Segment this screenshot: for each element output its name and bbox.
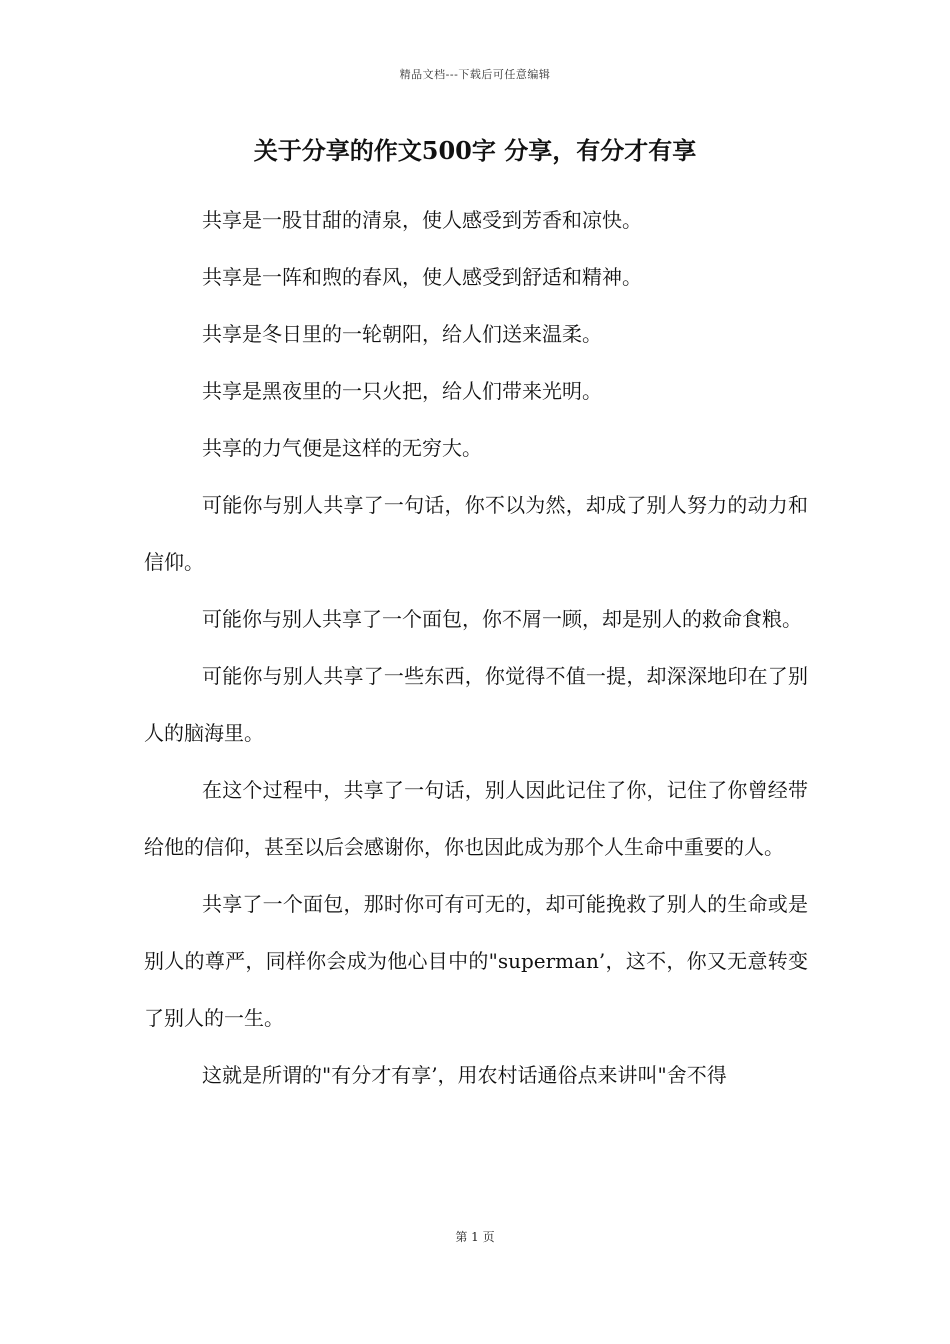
- document-title: 关于分享的作文500字 分享，有分才有享: [253, 136, 697, 165]
- document-body: [144, 192, 808, 1104]
- paragraph: 共享是冬日里的一轮朝阳，给人们送来温柔。: [202, 322, 602, 346]
- paragraph: 共享是黑夜里的一只火把，给人们带来光明。: [202, 379, 602, 403]
- paragraph: 共享是一阵和煦的春风，使人感受到舒适和精神。: [202, 265, 642, 289]
- paragraph: 可能你与别人共享了一句话，你不以为然，却成了别人努力的动力和信仰。: [144, 493, 808, 574]
- paragraph: 共享是一股甘甜的清泉，使人感受到芳香和凉快。: [202, 208, 642, 232]
- paragraph: 在这个过程中，共享了一句话，别人因此记住了你，记住了你曾经带给他的信仰，甚至以后会感谢你，你也因此成为那个人生命中重要的人。: [144, 778, 808, 859]
- paragraph: 可能你与别人共享了一个面包，你不屑一顾，却是别人的救命食粮。: [202, 607, 802, 631]
- paragraph: 共享了一个面包，那时你可有可无的，却可能挽救了别人的生命或是别人的尊严，同样你会成为他心目中的"superman’，这不，你又无意转变了别人的一生。: [144, 892, 808, 1030]
- page-header: 精品文档---下载后可任意编辑: [399, 68, 551, 81]
- paragraph: 这就是所谓的"有分才有享’，用农村话通俗点来讲叫"舍不得: [202, 1063, 727, 1087]
- page-number: 第 1 页: [455, 1230, 495, 1244]
- paragraph: 共享的力气便是这样的无穷大。: [202, 436, 482, 460]
- paragraph: 可能你与别人共享了一些东西，你觉得不值一提，却深深地印在了别人的脑海里。: [144, 664, 808, 745]
